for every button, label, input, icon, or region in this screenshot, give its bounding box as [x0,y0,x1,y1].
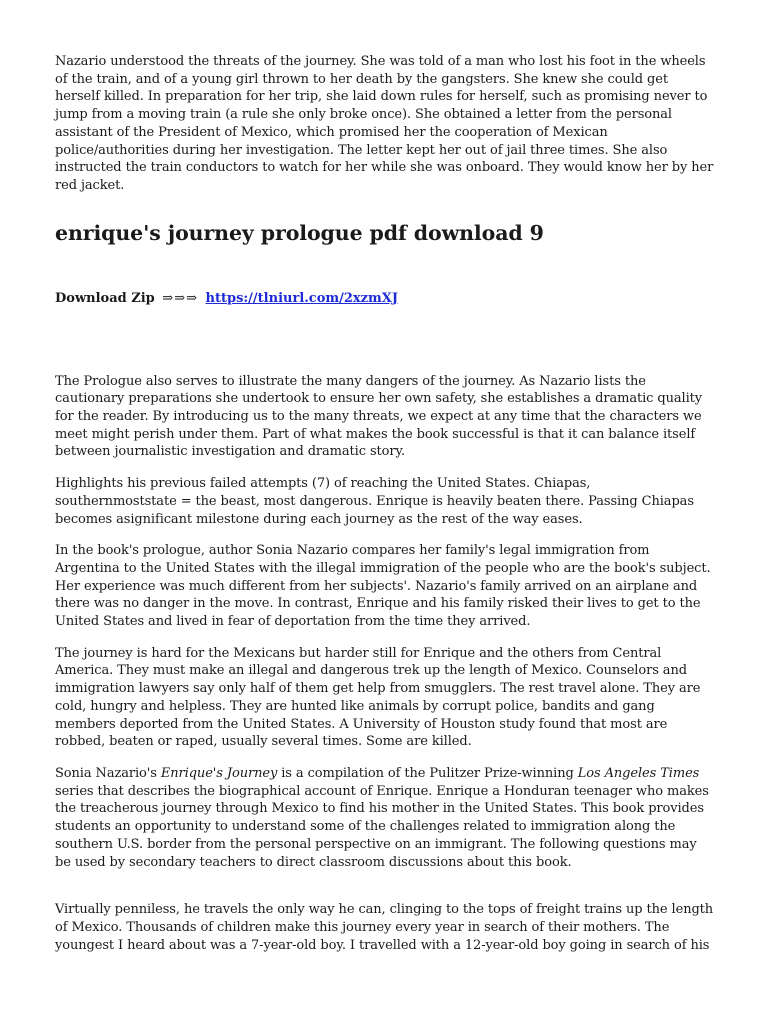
download-line [55,290,715,307]
paragraph-family-comparison: In the book's prologue, author Sonia Nazario compares her family's legal immigration from Argentina to the United States with the illegal immigration of the people who are the book's subject. Her experience was much different from her subjects'. Nazario's family arrived on an airplane and there was no danger in the move. In contrast, Enrique and his family risked their lives to get to the United States and lived in fear of deportation from the time they arrived. [55,543,711,630]
newspaper-title: Los Angeles Times [577,765,700,781]
summary-text-3: series that describes the biographical account of Enrique. Enrique a Honduran teenager who makes the treacherous journey through Mexico to find his mother in the United States. This book provides students an opportunity to understand some of the challenges related to immigration along the southern U.S. border from the personal perspective on an immigrant. The following questions may be used by secondary teachers to direct classroom discussions about this book. [55,783,709,870]
arrow-icon: ⇒⇒⇒ [162,290,198,306]
download-label: Download Zip [55,290,155,306]
paragraph-prologue: The Prologue also serves to illustrate the many dangers of the journey. As Nazario lists the cautionary preparations she undertook to ensure her own safety, she establishes a dramatic quality for the reader. By introducing us to the many threats, we expect at any time that the characters we meet might perish under them. Part of what makes the book successful is that it can balance itself between journalistic investigation and dramatic story. [55,373,703,460]
download-link[interactable]: https://tlniurl.com/2xzmXJ [205,290,399,306]
paragraph-penniless: Virtually penniless, he travels the only way he can, clinging to the tops of freight trains up the length of Mexico. Thousands of children make this journey every year in search of their mothers. The youngest I heard about was a 7-year-old boy. I travelled with a 12-year-old boy going in search of his [55,902,714,953]
paragraph-journey-hardship: The journey is hard for the Mexicans but harder still for Enrique and the others from Central America. They must make an illegal and dangerous trek up the length of Mexico. Counselors and immigration lawyers say only half of them get help from smugglers. The rest travel alone. They are cold, hungry and helpless. They are hunted like animals by corrupt police, bandits and gang members deported from the United States. A University of Houston study found that most are robbed, beaten or raped, usually several times. Some are killed. [55,645,701,750]
page-title: enrique's journey prologue pdf download 9 [55,220,544,245]
paragraph-book-summary [55,765,715,871]
summary-text-1: Sonia Nazario's [55,765,161,781]
paragraph-highlights: Highlights his previous failed attempts (7) of reaching the United States. Chiapas, southernmoststate = the beast, most dangerous. Enrique is heavily beaten there. Passing Chiapas becomes asignificant milestone during each journey as the rest of the way eases. [55,476,694,527]
book-title: Enrique's Journey [160,765,278,781]
document-page [55,53,715,954]
summary-text-2: is a compilation of the Pulitzer Prize-winning [277,765,578,781]
intro-paragraph: Nazario understood the threats of the journey. She was told of a man who lost his foot in the wheels of the train, and of a young girl thrown to her death by the gangsters. She knew she could get herself killed. In preparation for her trip, she laid down rules for herself, such as promising never to jump from a moving train (a rule she only broke once). She obtained a letter from the personal assistant of the President of Mexico, which promised her the cooperation of Mexican police/authorities during her investigation. The letter kept her out of jail three times. She also instructed the train conductors to watch for her while she was onboard. They would know her by her red jacket. [55,54,714,193]
